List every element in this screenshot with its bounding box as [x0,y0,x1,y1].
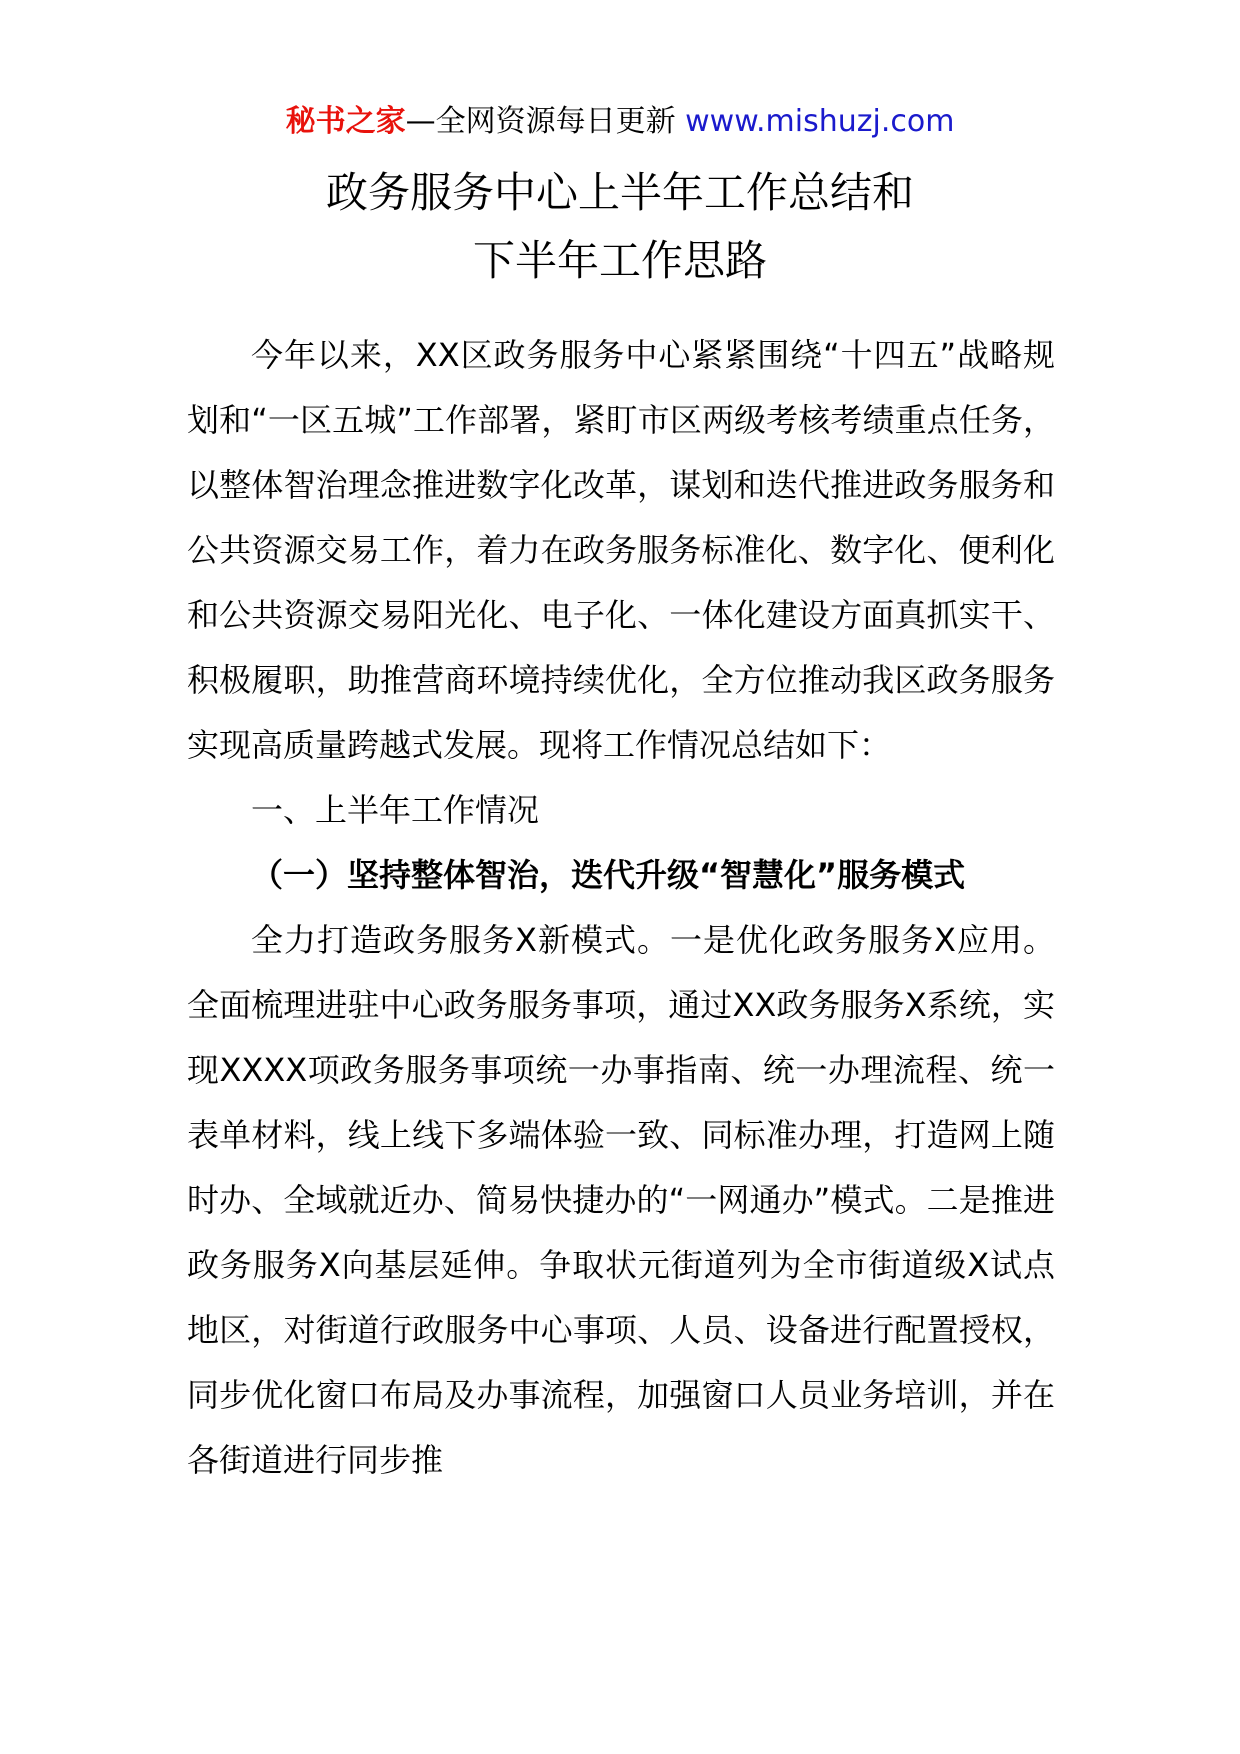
document-title-line-2: 下半年工作思路 [472,236,767,285]
intro-paragraph: 今年以来，XX区政务服务中心紧紧围绕“十四五”战略规划和“一区五城”工作部署，紧盯市区两级考核考绩重点任务，以整体智治理念推进数字化改革，谋划和迭代推进政务服务和公共资源交易工作，着力在政务服务标准化、数字化、便利化和公共资源交易阳光化、电子化、一体化建设方面真抓实干、积极履职，助推营商环境持续优化，全方位推动我区政务服务实现高质量跨越式发展。现将工作情况总结如下： [187,336,1055,764]
document-title-line-1: 政务服务中心上半年工作总结和 [325,168,914,217]
document-body [187,323,1055,1493]
subsection-heading: （一）坚持整体智治，迭代升级“智慧化”服务模式 [251,856,966,894]
site-header [0,102,1240,142]
site-url-link[interactable]: www.mishuzj.com [685,104,955,139]
section-heading: 一、上半年工作情况 [251,791,540,829]
site-brand: 秘书之家 [285,104,406,139]
site-slogan: —全网资源每日更新 [405,104,676,139]
subsection-paragraph: 全力打造政务服务X新模式。一是优化政务服务X应用。全面梳理进驻中心政务服务事项，通过XX政务服务X系统，实现XXXX项政务服务事项统一办事指南、统一办理流程、统一表单材料，线上线下多端体验一致、同标准办理，打造网上随时办、全域就近办、简易快捷办的“一网通办”模式。二是推进政务服务X向基层延伸。争取状元街道列为全市街道级X试点地区，对街道行政服务中心事项、人员、设备进行配置授权，同步优化窗口布局及办事流程，加强窗口人员业务培训，并在各街道进行同步推 [187,921,1055,1479]
